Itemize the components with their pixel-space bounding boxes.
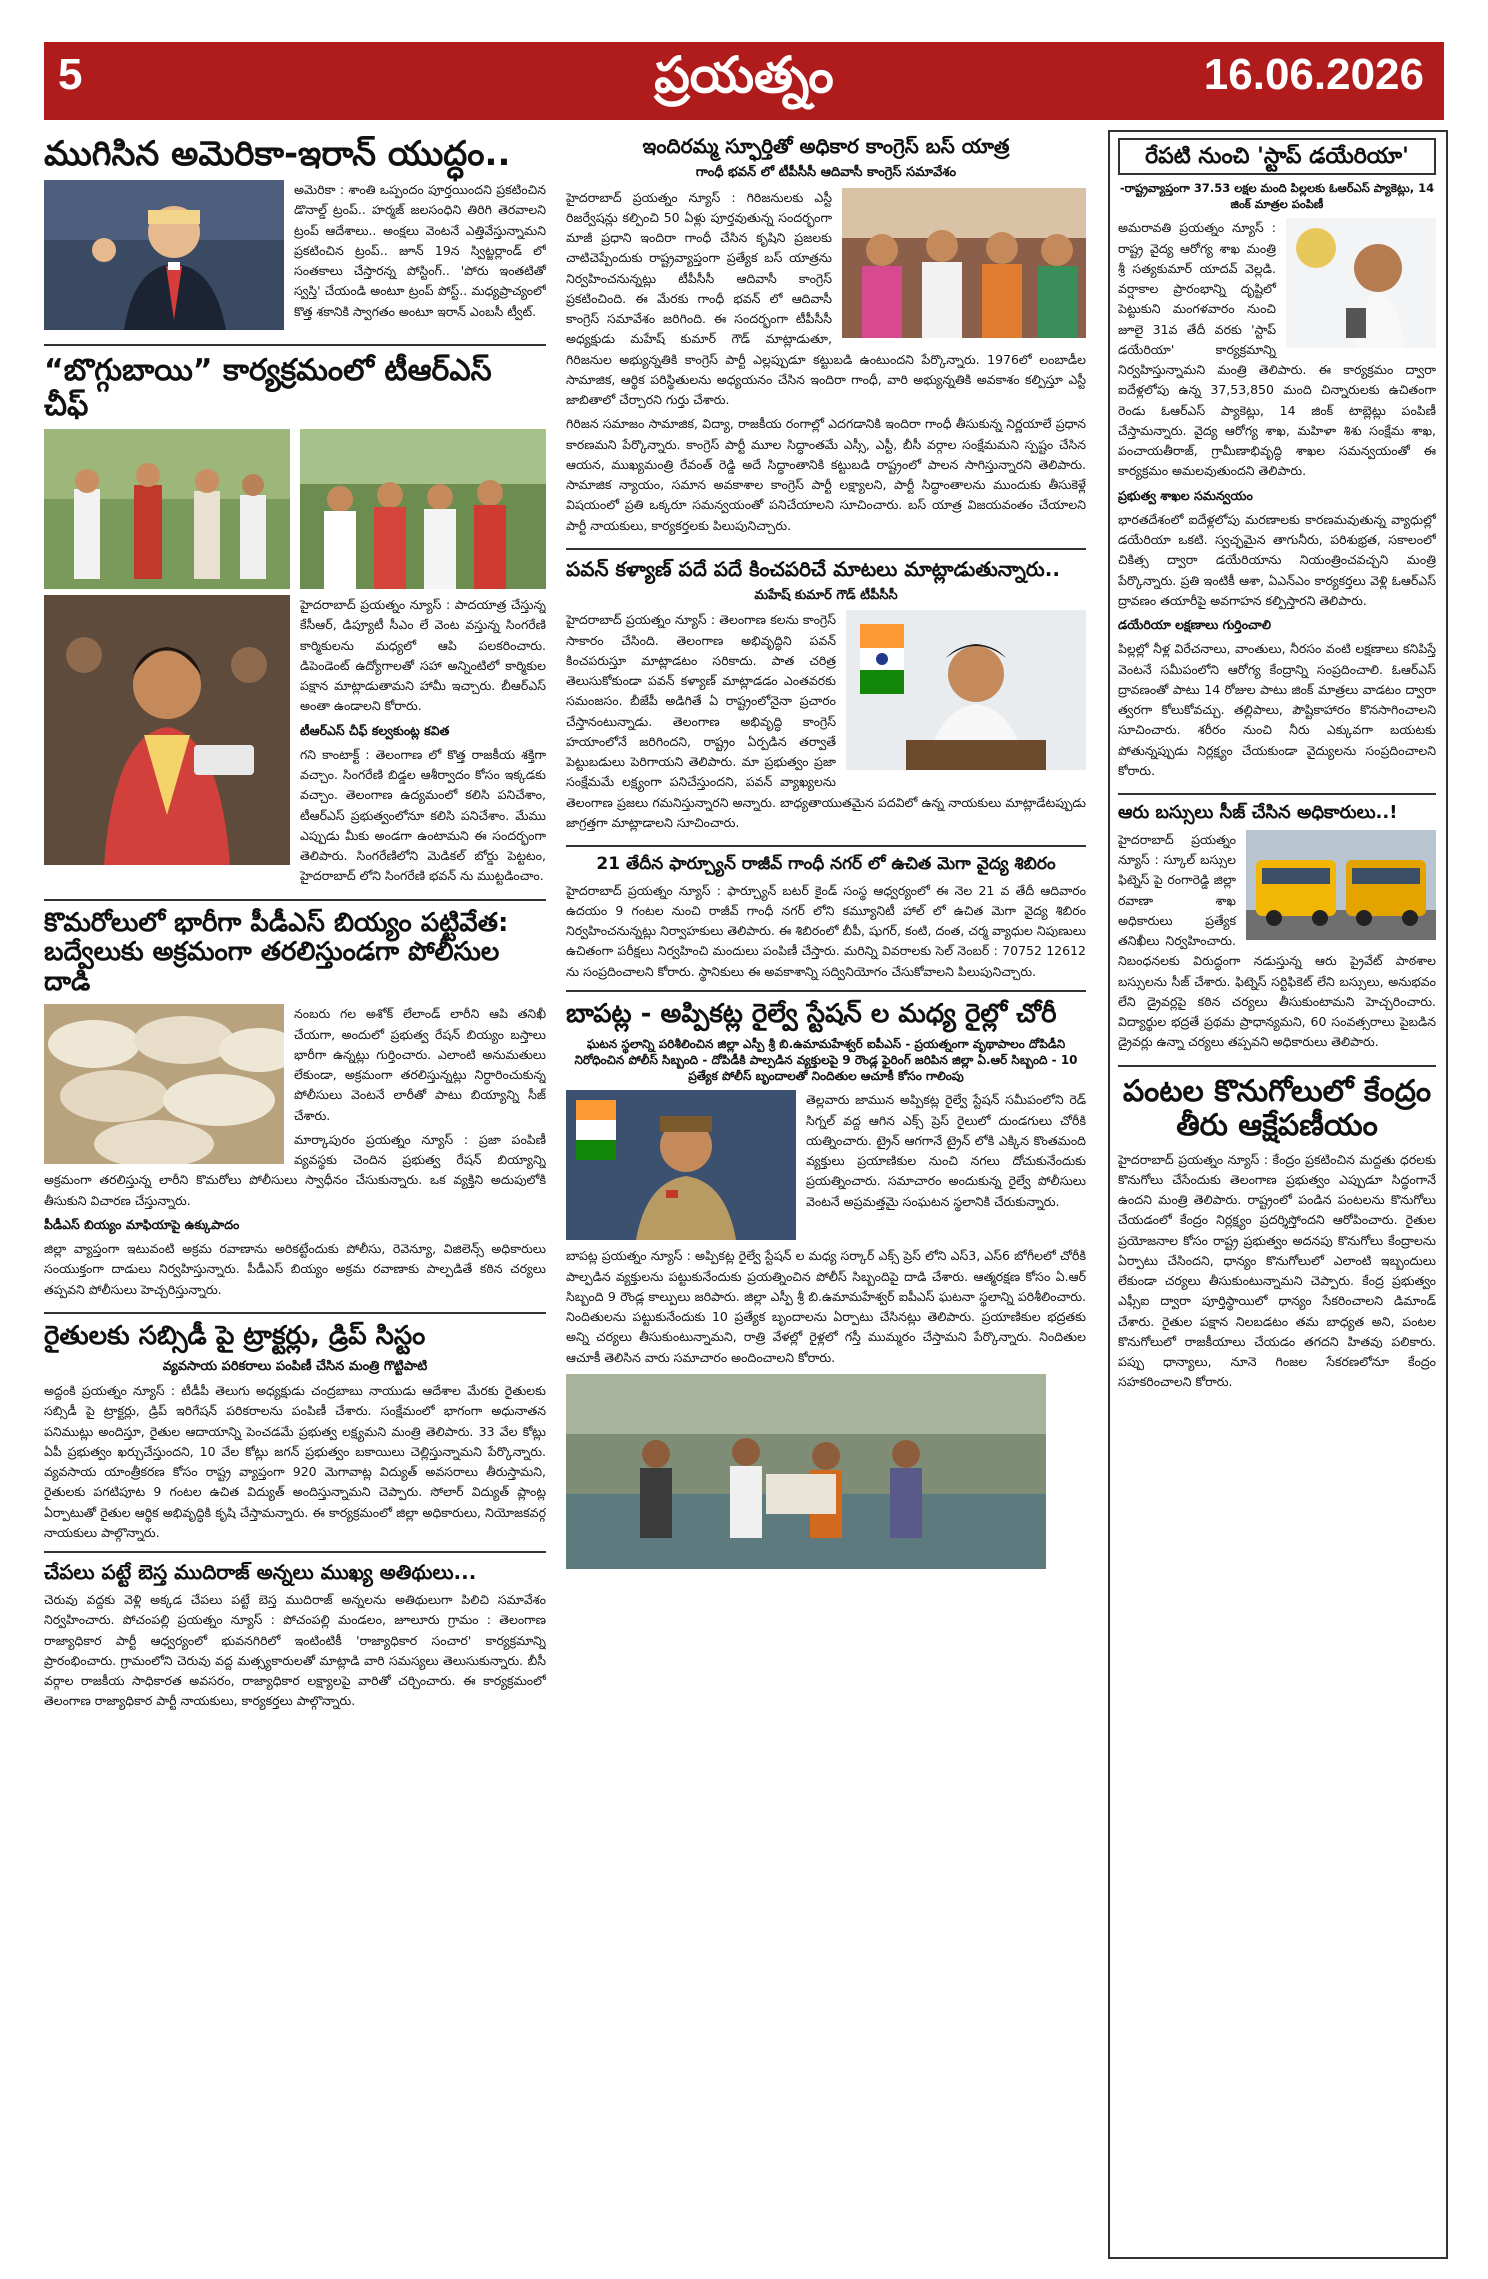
photo-padayatra-1	[44, 429, 290, 589]
body-stop-diarrhea: అమరావతి ప్రయత్నం న్యూస్ : రాష్ట్ర వైద్య ఆరోగ్య శాఖ మంత్రి శ్రీ సత్యకుమార్ యాదవ్ వెల్లడి. వర్షాకాల ప్రారంభాన్ని దృష్టిలో పెట్టుకుని మంగళవారం నుంచి జూలై 31వ తేదీ వరకు 'స్టాప్ డయేరియా' కార్యక్రమాన్ని నిర్వహిస్తున్నామని మంత్రి తెలిపారు. ఈ కార్యక్రమం ద్వారా ఐదేళ్లలోపు ఉన్న 37,53,850 మంది చిన్నారులకు ఉచితంగా రెండు ఓఆర్ఎస్ ప్యాకెట్లు, 14 జింక్ టాబ్లెట్లు పంపిణీ చేస్తామన్నారు. వైద్య ఆరోగ్య శాఖ, మహిళా శిశు సంక్షేమ శాఖ, పంచాయతీరాజ్, గ్రామీణాభివృద్ధి శాఖల సమన్వయంతో ఈ కార్యక్రమం అమలవుతుందని తెలిపారు.	[1118, 220, 1436, 479]
photo-rice-bags-graphic	[44, 1004, 284, 1164]
divider	[44, 344, 546, 346]
body-medical-camp: హైదరాబాద్ ప్రయత్నం న్యూస్ : ఫార్చ్యూన్ బటర్ కైండ్ సంస్థ ఆధ్వర్యంలో ఈ నెల 21 వ తేదీ ఆదివారం ఉదయం 9 గంటల నుంచి రాజీవ్ గాంధీ నగర్ లోని కమ్యూనిటీ హాల్ లో ఉచిత మెగా వైద్య శిబిరం నిర్వహించనున్నట్లు నిర్వాహకులు తెలిపారు. ఈ శిబిరంలో బీపీ, షుగర్, కంటి, దంత, చర్మ వ్యాధుల నిపుణులు ఉచితంగా పరీక్షలు నిర్వహించి మందులు పంపిణీ చేస్తారు. మరిన్ని వివరాలకు సెల్ నెంబర్ : 70752 12612 ను సంప్రదించాలని కోరారు. స్థానికులు ఈ అవకాశాన్ని సద్వినియోగం చేసుకోవాలని పిలుపునిచ్చారు.	[566, 882, 1086, 979]
photo-row-boggubai	[44, 429, 546, 589]
headline-fishermen: చేపలు పట్టే బెస్త ముదిరాజ్ అన్నలు ముఖ్య అతిథులు...	[44, 1560, 477, 1585]
photo-trump	[44, 180, 284, 330]
article-subsidy	[44, 1322, 546, 1543]
photo-mahesh-goud-graphic	[846, 610, 1086, 770]
body-pds-rice-2: మార్కాపురం ప్రయత్నం న్యూస్ : ప్రజా పంపిణీ వ్యవస్థకు చెందిన ప్రభుత్వ రేషన్ బియ్యాన్ని అక్రమంగా తరలిస్తున్న లారీని కొమరోలు పోలీసులు స్వాధీనం చేసుకున్నారు. ఒక వ్యక్తిని అదుపులోకి తీసుకుని విచారణ చేస్తున్నారు.	[44, 1131, 546, 1208]
photo-kavitha-graphic	[44, 595, 290, 865]
body-crop-procurement: హైదరాబాద్ ప్రయత్నం న్యూస్ : కేంద్రం ప్రకటించిన మద్దతు ధరలకు కొనుగోలు చేసేందుకు తెలంగాణ ప్రభుత్వం ఎప్పుడూ సిద్ధంగానే ఉందని మంత్రి తెలిపారు. రాష్ట్రంలో పండిన పంటలను కొనుగోలు చేయడంలో కేంద్రం నిర్లక్ష్యం ప్రదర్శిస్తోందని ఆరోపించారు. రైతుల ప్రయోజనాల కోసం రాష్ట్ర ప్రభుత్వం అదనపు కొనుగోలు కేంద్రాలను ఏర్పాటు చేసిందని, ధాన్యం కొనుగోలులో ఎలాంటి ఇబ్బందులు లేకుండా చర్యలు తీసుకుంటున్నామని చెప్పారు. కేంద్ర ప్రభుత్వం ఎఫ్సీఐ ద్వారా పూర్తిస్థాయిలో ధాన్యం సేకరించాలని డిమాండ్ చేశారు. రైతుల పక్షాన నిలబడటం తమ బాధ్యత అని, పంటల కొనుగోలులో రాజకీయాలు చేయడం తగదని హితవు పలికారు. పప్పు ధాన్యాలు, నూనె గింజల సేకరణలోనూ కేంద్రం సహకరించాలని కోరారు.	[1118, 1151, 1436, 1390]
middle-column	[566, 135, 1086, 2265]
masthead	[44, 42, 1444, 120]
photo-trump-graphic	[44, 180, 284, 330]
headline-crop-procurement: పంటల కొనుగోలులో కేంద్రం తీరు ఆక్షేపణీయం	[1122, 1073, 1432, 1144]
headline-subsidy: రైతులకు సబ్సిడీ పై ట్రాక్టర్లు, డ్రిప్ సిస్టం	[44, 1320, 426, 1351]
body-stop-diarrhea-3: పిల్లల్లో నీళ్ల విరేచనాలు, వాంతులు, నీరసం వంటి లక్షణాలు కనిపిస్తే వెంటనే సమీపంలోని ఆరోగ్య కేంద్రాన్ని సంప్రదించాలి. ఓఆర్ఎస్ ద్రావణంతో పాటు 14 రోజుల పాటు జింక్ మాత్రలు వాడటం ద్వారా త్వరగా కోలుకోవచ్చు. తల్లిపాలు, పౌష్టికాహారం కొనసాగించాలని సూచించారు. శరీరం నుంచి నీరు ఎక్కువగా బయటకు పోతున్నప్పుడు నిర్లక్ష్యం చేయకుండా వైద్యులను సంప్రదించాలని కోరారు.	[1118, 641, 1436, 778]
article-boggubai	[44, 354, 546, 891]
body-train-theft: తెల్లవారు జామున అప్పికట్ల రైల్వే స్టేషన్ సమీపంలోని రెడ్ సిగ్నల్ వద్ద ఆగిన ఎక్స్ ప్రెస్ రైలులో దుండగులు చోరీకి యత్నించారు. ట్రైన్ ఆగగానే ట్రైన్ లోకి ఎక్కిన కొంతమంది వ్యక్తులు ప్రయాణికుల నుంచి నగలు దోచుకునేందుకు ప్రయత్నించారు. సమాచారం అందుకున్న రైల్వే పోలీసులు వెంటనే అప్రమత్తమై సంఘటన స్థలానికి చేరుకున్నారు.	[806, 1092, 1086, 1209]
photo-congress-meeting-graphic	[842, 188, 1086, 338]
photo-rice-bags	[44, 1004, 284, 1164]
body-us-iran: అమెరికా : శాంతి ఒప్పందం పూర్తయిందని ప్రకటించిన డొనాల్డ్ ట్రంప్.. హర్మజ్ జలసంధిని తిరిగి తెరవాలని ట్రంప్ ఆదేశాలు.. అంక్షలు వెంటనే ఎత్తివేస్తున్నామని ప్రకటించిన ట్రంప్.. జూన్ 19న స్విట్జర్లాండ్ లో సంతకాలు చేస్తారన్న పోస్టింగ్.. 'పోరు ఇంతటితో స్వస్తి' చేయండి అంటూ ట్రంప్ పోస్ట్.. మధ్యప్రాచ్యంలో కొత్త శకానికి స్వాగతం అంటూ ఇరాన్ ఎంబసీ ట్వీట్.	[294, 182, 546, 319]
body-train-theft-2: బాపట్ల ప్రయత్నం న్యూస్ : అప్పికట్ల రైల్వే స్టేషన్ ల మధ్య సర్కార్ ఎక్స్ ప్రెస్ లోని ఎస్3, ఎస్6 బోగీలలో చోరీకి పాల్పడిన వ్యక్తులను పట్టుకునేందుకు ప్రయత్నించిన పోలీస్ సిబ్బందిపై దాడి చేశారు. ఆత్మరక్షణ కోసం ఏ.ఆర్ సిబ్బంది 9 రౌండ్ల కాల్పులు జరిపారు. జిల్లా ఎస్పీ శ్రీ బి.ఉమామహేశ్వర్ ఐపీఎస్ ఘటనా స్థలాన్ని పరిశీలించారు. నిందితులను పట్టుకునేందుకు 10 ప్రత్యేక బృందాలను ఏర్పాటు చేసినట్లు తెలిపారు. ప్రయాణికుల భద్రతకు అన్ని చర్యలు తీసుకుంటున్నామని, రాత్రి వేళల్లో రైళ్లలో గస్తీ ముమ్మరం చేస్తామని పేర్కొన్నారు. నిందితుల ఆచూకీ తెలిసిన వారు సమాచారం అందించాలని కోరారు.	[566, 1248, 1086, 1365]
divider	[1118, 793, 1436, 795]
body-pawan: హైదరాబాద్ ప్రయత్నం న్యూస్ : తెలంగాణ కలను కాంగ్రెస్ సాకారం చేసింది. తెలంగాణ అభివృద్ధిని పవన్ కించపరుస్తూ మాట్లాడటం సరికాదు. పాత చరిత్ర తెలుసుకోకుండా పవన్ కళ్యాణ్ మాట్లాడడం ఎంతవరకు సమంజసం. బీజేపీ అడిగితే ఏ రాష్ట్రంలోనైనా ప్రచారం చేస్తానంటున్నాడు. తెలంగాణ అభివృద్ధి కాంగ్రెస్ హయాంలోనే జరిగిందని, రాష్ట్రం ఏర్పడిన తర్వాతే పెట్టుబడులు పెరిగాయని తెలిపారు. మా ప్రభుత్వం ప్రజా సంక్షేమమే లక్ష్యంగా పనిచేస్తుందని, పవన్ వ్యాఖ్యలను తెలంగాణ ప్రజలు గమనిస్తున్నారని అన్నారు. బాధ్యతాయుతమైన పదవిలో ఉన్న నాయకులు మాట్లాడేటప్పుడు జాగ్రత్తగా మాట్లాడాలని సూచించారు.	[566, 612, 1086, 830]
headline-boggubai: “బొగ్గుబాయి” కార్యక్రమంలో టీఆర్ఎస్ చీఫ్	[44, 353, 492, 423]
article-fishermen	[44, 1561, 546, 1712]
photo-school-buses	[1246, 830, 1436, 940]
subhead-boggubai: టీఆర్ఎస్ చీఫ్ కల్వకుంట్ల కవిత	[300, 722, 450, 738]
headline-bus-yatra: ఇందిరమ్మ స్ఫూర్తితో అధికార కాంగ్రెస్ బస్ యాత్ర	[642, 135, 1010, 158]
body-bus-seized: హైదరాబాద్ ప్రయత్నం న్యూస్ : స్కూల్ బస్సుల ఫిట్నెస్ పై రంగారెడ్డి జిల్లా రవాణా శాఖ అధికారులు ప్రత్యేక తనిఖీలు నిర్వహించారు. నిబంధనలకు విరుద్ధంగా నడుస్తున్న ఆరు ప్రైవేట్ పాఠశాల బస్సులను సీజ్ చేశారు. ఫిట్నెస్ సర్టిఫికెట్ లేని బస్సులు, అనుభవం లేని డ్రైవర్లపై కఠిన చర్యలు తీసుకుంటామని హెచ్చరించారు. విద్యార్థుల భద్రతే ప్రథమ ప్రాధాన్యమని, 60 సంవత్సరాలు పైబడిన డ్రైవర్లు ఉన్నా చర్యలు తప్పవని అధికారులు తెలిపారు.	[1118, 831, 1436, 1050]
headline-train-theft: బాపట్ల - అప్పికట్ల రైల్వే స్టేషన్ ల మధ్య రైల్లో చోరీ	[566, 998, 1057, 1029]
body-pds-rice-3: జిల్లా వ్యాప్తంగా ఇటువంటి అక్రమ రవాణాను అరికట్టేందుకు పోలీసు, రెవెన్యూ, విజిలెన్స్ అధికారులు సంయుక్తంగా దాడులు నిర్వహిస్తున్నారు. పీడీఎస్ బియ్యం అక్రమ రవాణాకు పాల్పడితే కఠిన చర్యలు తప్పవని పోలీసులు హెచ్చరిస్తున్నారు.	[44, 1241, 546, 1297]
body-fishermen: చెరువు వద్దకు వెళ్లి అక్కడ చేపలు పట్టే బెస్త ముదిరాజ్ అన్నలను అతిథులుగా పిలిచి సమావేశం నిర్వహించారు. పోచంపల్లి ప్రయత్నం న్యూస్ : పోచంపల్లి మండలం, జూలూరు గ్రామం : తెలంగాణ రాజ్యాధికార పార్టీ ఆధ్వర్యంలో భువనగిరిలో ఇంటింటికీ 'రాజ్యాధికార సంచార' కార్యక్రమాన్ని ప్రారంభించారు. గ్రామంలోని చెరువు వద్ద మత్స్యకారులతో మాట్లాడి వారి సమస్యలు తెలుసుకున్నారు. బీసీ వర్గాల రాజకీయ సాధికారత అవసరం, రాజ్యాధికార లక్ష్యాలపై వారితో చర్చించారు. ఈ కార్యక్రమంలో తెలంగాణ రాజ్యాధికార పార్టీ నాయకులు, కార్యకర్తలు పాల్గొన్నారు.	[44, 1592, 546, 1709]
subhead-pawan: మహేష్ కుమార్ గౌడ్ టీపీసీసీ	[754, 587, 898, 603]
article-bus-yatra	[566, 135, 1086, 540]
photo-minister-satyakumar	[1286, 218, 1436, 348]
subhead-stop-diarrhea-2: ప్రభుత్వ శాఖల సమన్వయం	[1118, 487, 1253, 503]
photo-minister-satyakumar-graphic	[1286, 218, 1436, 348]
photo-school-buses-graphic	[1246, 830, 1436, 940]
divider	[566, 845, 1086, 847]
body-boggubai: హైదరాబాద్ ప్రయత్నం న్యూస్ : పాదయాత్ర చేస్తున్న కేసీఆర్, డిప్యూటీ సీఎం లే వెంట వస్తున్న సింగరేణి కార్మికులను మధ్యలో ఆపి పలకరించారు. డిపెండెంట్ ఉద్యోగాలతో సహా అన్నింటిలో కార్మికుల పక్షాన మాట్లాడుతామని హామీ ఇచ్చారు. బీఆర్ఎస్ అంతా ఉండాలని కోరారు.	[300, 597, 546, 714]
article-us-iran	[44, 135, 546, 336]
article-pds-rice	[44, 909, 546, 1304]
body-stop-diarrhea-2: భారతదేశంలో ఐదేళ్లలోపు మరణాలకు కారణమవుతున్న వ్యాధుల్లో డయేరియా ఒకటి. స్వచ్ఛమైన తాగునీరు, పరిశుభ్రత, సకాలంలో చికిత్స ద్వారా డయేరియాను నియంత్రించవచ్చని మంత్రి పేర్కొన్నారు. ప్రతి ఇంటికీ ఆశా, ఏఎన్ఎం కార్యకర్తలు వెళ్లి ఓఆర్ఎస్ ద్రావణం తయారీపై అవగాహన కల్పిస్తారని తెలిపారు.	[1118, 511, 1436, 608]
headline-pawan: పవన్ కళ్యాణ్ పదే పదే కించపరిచే మాటలు మాట్లాడుతున్నారు..	[566, 556, 1060, 581]
subhead-subsidy: వ్యవసాయ పరికరాలు పంపిణీ చేసిన మంత్రి గొట్టిపాటి	[162, 1358, 428, 1374]
photo-mahesh-goud	[846, 610, 1086, 770]
divider	[44, 899, 546, 901]
headline-us-iran: ముగిసిన అమెరికా-ఇరాన్ యుద్ధం..	[44, 135, 511, 174]
article-crop-procurement	[1118, 1075, 1436, 1393]
divider	[1118, 1065, 1436, 1067]
photo-kavitha	[44, 595, 290, 865]
subhead-bus-yatra: గాంధీ భవన్ లో టీపీసీసీ ఆదివాసీ కాంగ్రెస్ సమావేశం	[695, 165, 957, 180]
body-boggubai-2: గని కాంటాక్ట్ : తెలంగాణ లో కొత్త రాజకీయ శక్తిగా వచ్చాం. సింగరేణి బిడ్డల ఆశీర్వాదం కోసం ఇక్కడకు వచ్చాం. తెలంగాణ ఉద్యమంలో కలిసి పనిచేశాం, టీఆర్ఎస్ ప్రభుత్వంలోనూ కలిసి పనిచేశాం. మేము ఎప్పుడు మీకు అండగా ఉంటామని ఈ సందర్భంగా తెలిపారు. సింగరేణిలోని మెడికల్ బోర్డు పెట్టటం, హైదరాబాద్ లోని సింగరేణి భవన్ ను ముట్టడించాం.	[300, 746, 546, 884]
divider	[44, 1551, 546, 1553]
headline-medical-camp: 21 తేదీన ఫార్చ్యూన్ రాజీవ్ గాంధీ నగర్ లో ఉచిత మెగా వైద్య శిబిరం	[596, 854, 1056, 875]
photo-flood-relief	[566, 1374, 1046, 1569]
body-pds-rice: నంబరు గల అశోక్ లేలాండ్ లారీని ఆపి తనిఖీ చేయగా, అందులో ప్రభుత్వ రేషన్ బియ్యం బస్తాలు భారీగా ఉన్నట్లు గుర్తించారు. ఎలాంటి అనుమతులు లేకుండా, అక్రమంగా తరలిస్తున్నట్లు నిర్ధారించుకున్న పోలీసులు వెంటనే లారీతో పాటు బియ్యాన్ని సీజ్ చేశారు.	[294, 1006, 546, 1123]
photo-padayatra-1-graphic	[44, 429, 290, 589]
photo-sp-officer	[566, 1090, 796, 1240]
headline-pds-rice: కొమరోలులో భారీగా పీడీఎస్ బియ్యం పట్టివేత: బద్వేలుకు అక్రమంగా తరలిస్తుండగా పోలీసుల దాడి	[44, 907, 509, 998]
left-column	[44, 135, 546, 2265]
article-train-theft	[566, 1000, 1086, 1569]
body-subsidy: అద్దంకి ప్రయత్నం న్యూస్ : టీడీపీ తెలుగు అధ్యక్షుడు చంద్రబాబు నాయుడు ఆదేశాల మేరకు రైతులకు సబ్సిడీ పై ట్రాక్టర్లు, డ్రిప్ ఇరిగేషన్ పరికరాలను పంపిణీ చేశారు. సంక్షేమంలో భాగంగా అధునాతన పనిముట్లు అందిస్తూ, రైతుల ఆదాయాన్ని పెంచడమే ప్రభుత్వ లక్ష్యమని మంత్రి తెలిపారు. 33 వేల కోట్లు ఏపీ ప్రభుత్వం ఖర్చుచేస్తుందని, 10 వేల కోట్లు జగన్ ప్రభుత్వం బకాయిలు చెల్లిస్తున్నామని పేర్కొన్నారు. వ్యవసాయ యాంత్రీకరణ కోసం రాష్ట్ర వ్యాప్తంగా 920 మెగావాట్ల విద్యుత్ అవసరాలు తీరుస్తామని, రైతులకు పగటిపూట 9 గంటల ఉచిత విద్యుత్ అందిస్తున్నామని చెప్పారు. సోలార్ విద్యుత్ ప్లాంట్ల ఏర్పాటుతో రైతుల ఆర్థిక అభివృద్ధికి కృషి చేస్తామన్నారు. ఈ కార్యక్రమంలో జిల్లా అధికారులు, నియోజకవర్గ నాయకులు పాల్గొన్నారు.	[44, 1383, 546, 1540]
divider	[566, 548, 1086, 550]
photo-padayatra-2	[300, 429, 546, 589]
headline-bus-seized: ఆరు బస్సులు సీజ్ చేసిన అధికారులు..!	[1118, 802, 1398, 824]
right-column	[1118, 138, 1436, 2248]
issue-date: 16.06.2026	[1203, 50, 1424, 99]
photo-padayatra-2-graphic	[300, 429, 546, 589]
subhead-pds-rice: పీడీఎస్ బియ్యం మాఫియాపై ఉక్కుపాదం	[44, 1216, 240, 1232]
divider	[44, 1312, 546, 1314]
article-medical-camp	[566, 855, 1086, 982]
article-pawan	[566, 558, 1086, 837]
photo-congress-meeting	[842, 188, 1086, 338]
subhead-stop-diarrhea-3: డయేరియా లక్షణాలు గుర్తించాలి	[1118, 617, 1271, 633]
paper-title: ప్రయత్నం	[654, 46, 834, 104]
photo-flood-relief-graphic	[566, 1374, 1046, 1569]
article-stop-diarrhea	[1118, 138, 1436, 785]
body-bus-yatra: హైదరాబాద్ ప్రయత్నం న్యూస్ : గిరిజనులకు ఎస్టీ రిజర్వేషన్లు కల్పించి 50 ఏళ్లు పూర్తవుతున్న సందర్భంగా మాజీ ప్రధాని ఇందిరా గాంధీ చేసిన కృషిని ప్రజలకు చాటిచెప్పేందుకు రాష్ట్రవ్యాప్తంగా ప్రత్యేక బస్ యాత్రను నిర్వహించనున్నట్లు టీపీసీసీ ఆదివాసీ కాంగ్రెస్ ప్రకటించింది. ఈ మేరకు గాంధీ భవన్ లో ఆదివాసీ కాంగ్రెస్ సమావేశం జరిగింది. ఈ సందర్భంగా టీపీసీసీ అధ్యక్షుడు మహేష్ కుమార్ గౌడ్ మాట్లాడుతూ, గిరిజనుల అభ్యున్నతికి కాంగ్రెస్ పార్టీ ఎల్లప్పుడూ కట్టుబడి ఉంటుందని పేర్కొన్నారు. 1976లో లంబాడీల సామాజిక, ఆర్థిక పరిస్థితులను అధ్యయనం చేసిన ఇందిరా గాంధీ, వారి అభ్యున్నతికి అవకాశం కల్పిస్తూ ఎస్టీ జాబితాలో చేర్చారని గుర్తు చేశారు.	[566, 189, 1086, 408]
photo-sp-officer-graphic	[566, 1090, 796, 1240]
article-bus-seized	[1118, 803, 1436, 1056]
divider	[566, 990, 1086, 992]
body-bus-yatra-2: గిరిజన సమాజం సామాజిక, విద్యా, రాజకీయ రంగాల్లో ఎదగడానికి ఇందిరా గాంధీ తీసుకున్న నిర్ణయాలే ప్రధాన కారణమని పేర్కొన్నారు. కాంగ్రెస్ పార్టీ మూల సిద్ధాంతమే ఎస్సీ, ఎస్టీ, బీసీ వర్గాల సంక్షేమమని స్పష్టం చేసిన ఆయన, ముఖ్యమంత్రి రేవంత్ రెడ్డి అదే సిద్ధాంతానికి కట్టుబడి రాష్ట్రంలో పాలన సాగిస్తున్నారని తెలిపారు. సామాజిక న్యాయం, సమాన అవకాశాల కాంగ్రెస్ పార్టీ లక్ష్యాలని, పార్టీ సిద్ధాంతాలను ముందుకు తీసుకెళ్లే విషయంలో ప్రతి ఒక్కరూ సమన్వయంతో పనిచేయాలని సూచించారు. బస్ యాత్ర విజయవంతం చేయాలని పార్టీ నాయకులు, కార్యకర్తలకు పిలుపునిచ్చారు.	[566, 416, 1086, 533]
subhead-train-theft: ఘటన స్థలాన్ని పరిశీలించిన జిల్లా ఎస్పీ శ్రీ బి.ఉమామహేశ్వర్ ఐపీఎస్ - ప్రయత్నంగా వృథాపాలం దోపిడీని నిరోధించిన పోలీస్ సిబ్బంది - దోపిడీకి పాల్పడిన వ్యక్తులపై 9 రౌండ్ల ఫైరింగ్ జరిపిన జిల్లా ఏ.ఆర్ సిబ్బంది - 10 ప్రత్యేక పోలీస్ బృందాలతో నిందితుల ఆచూకీ కోసం గాలింపు	[574, 1036, 1078, 1084]
headline-stop-diarrhea: రేపటి నుంచి 'స్టాప్ డయేరియా'	[1118, 138, 1436, 175]
subhead-stop-diarrhea: -రాష్ట్రవ్యాప్తంగా 37.53 లక్షల మంది పిల్లలకు ఓఆర్ఎస్ ప్యాకెట్లు, 14 జింక్ మాత్రల పంపిణీ	[1119, 181, 1435, 211]
page-number: 5	[58, 50, 83, 99]
